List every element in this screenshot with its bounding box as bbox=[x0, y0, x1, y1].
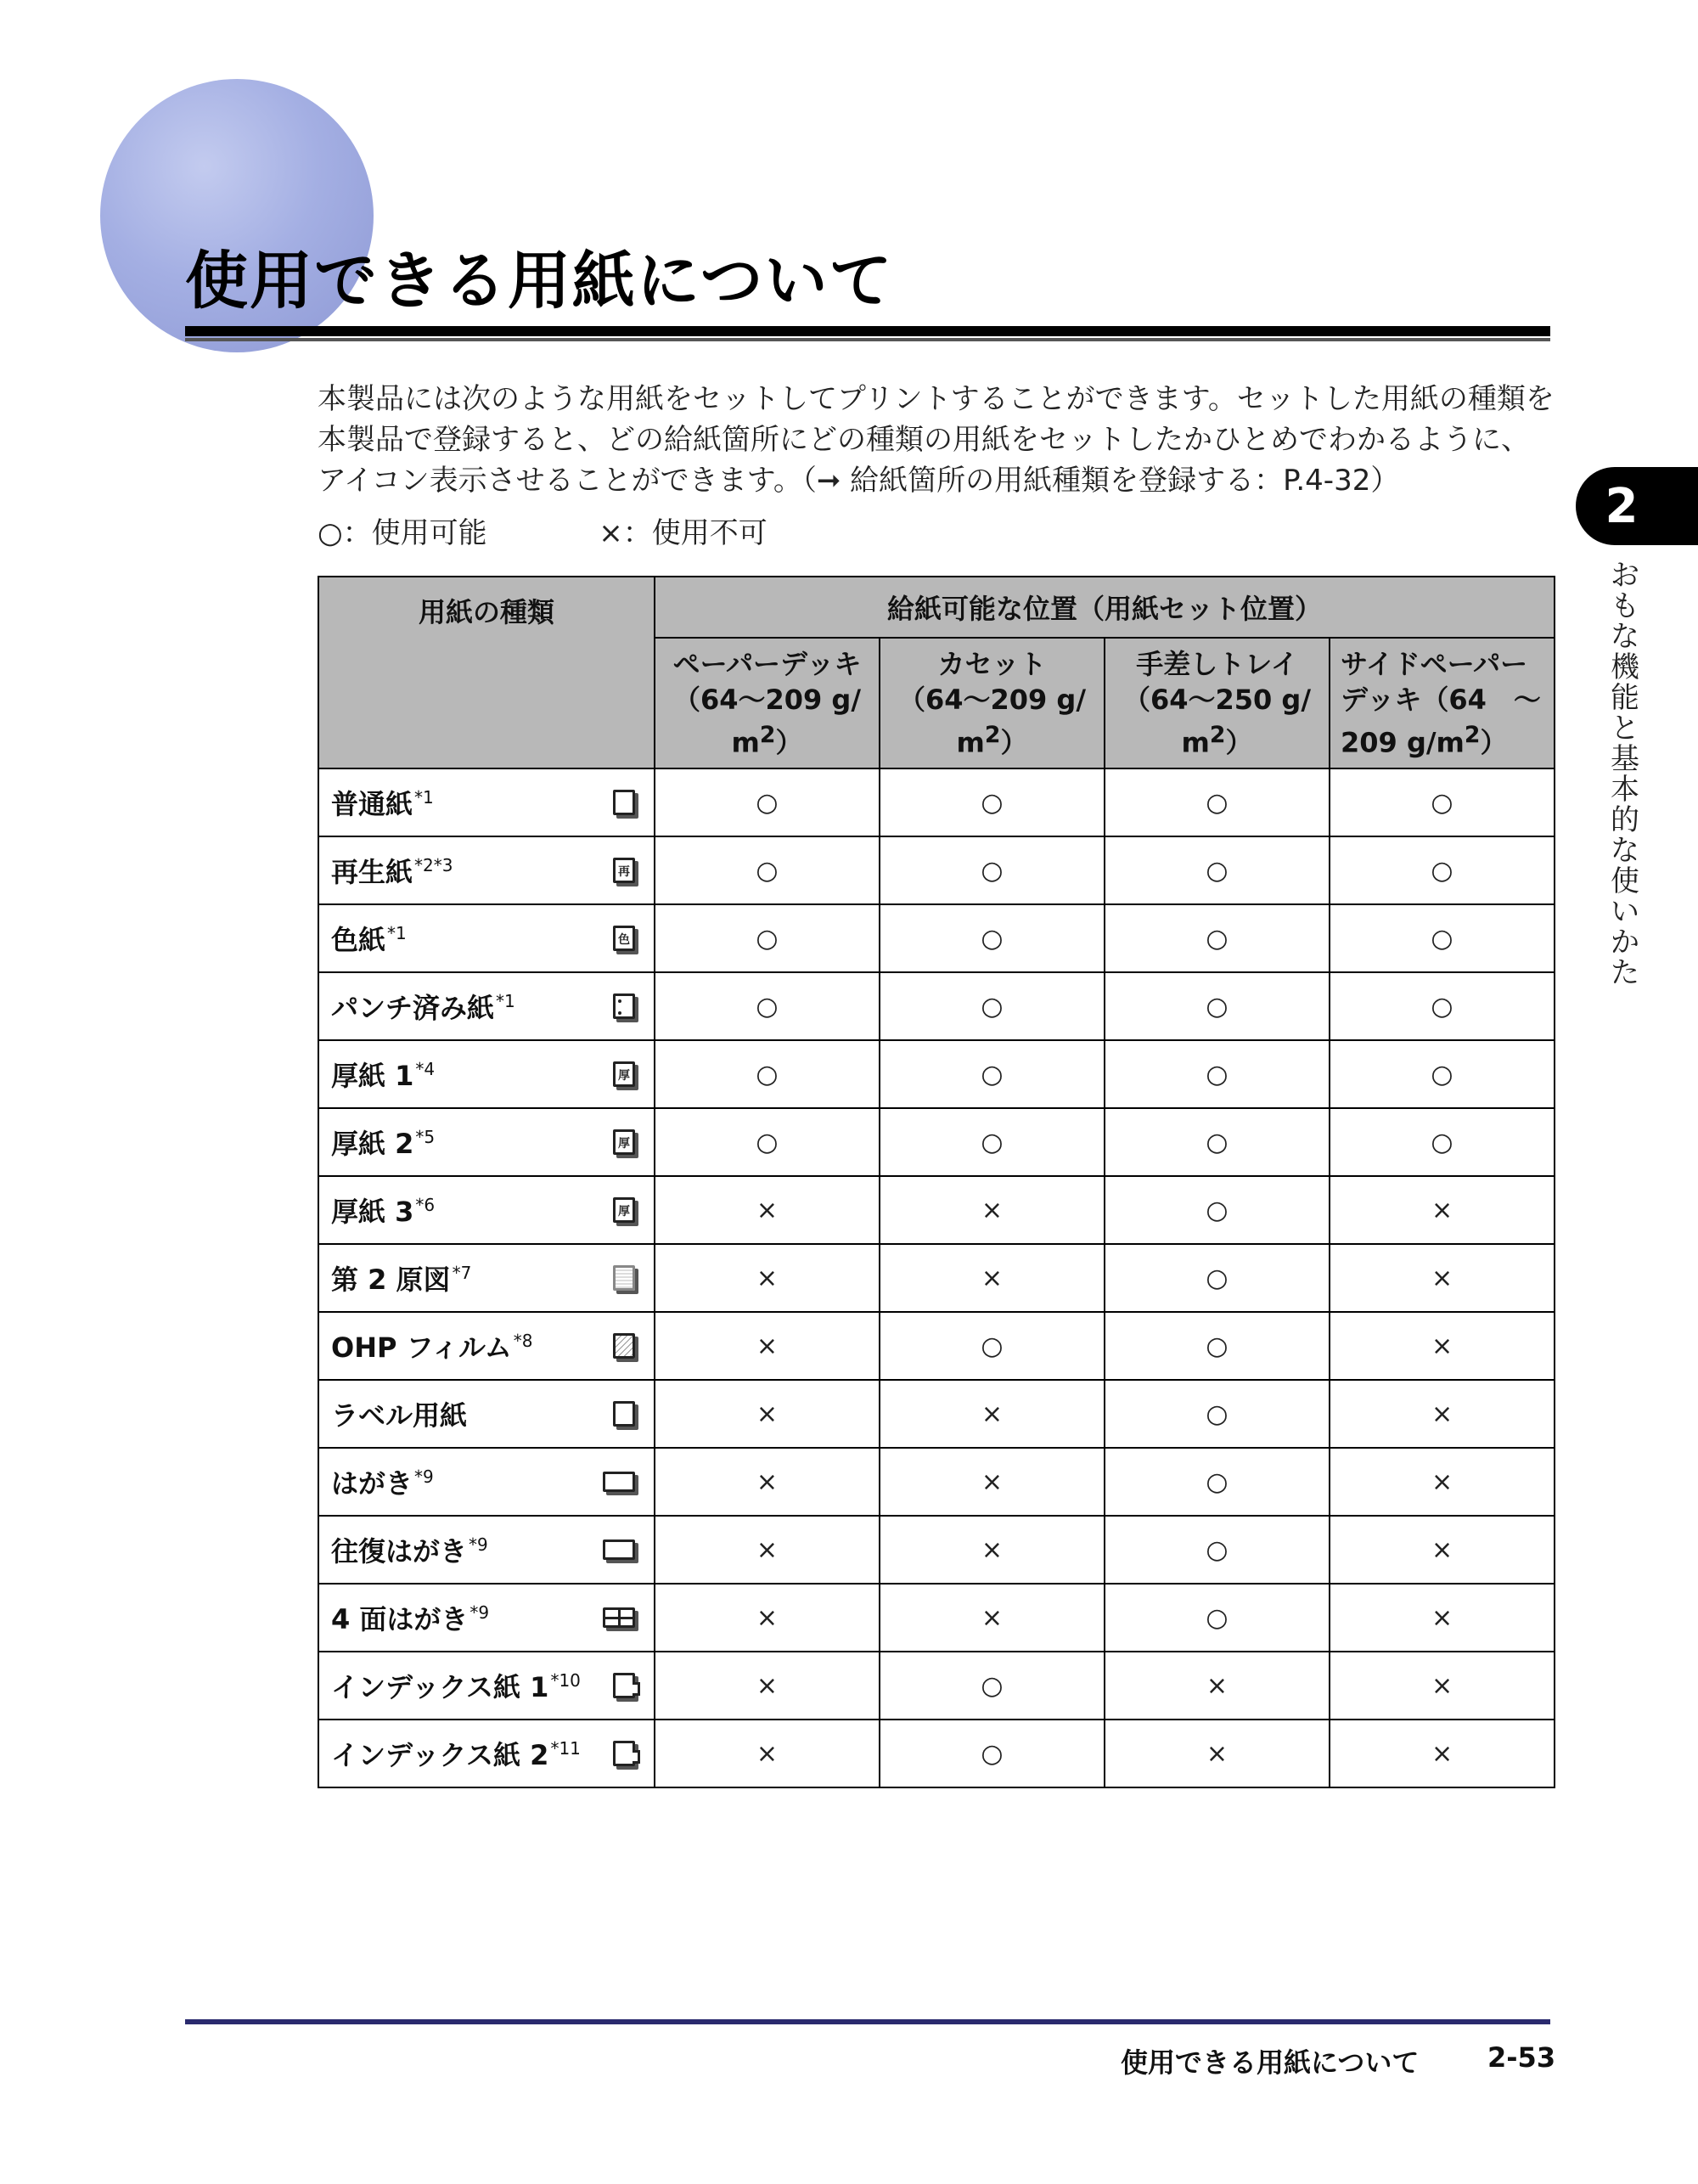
punched-paper-icon bbox=[613, 993, 635, 1019]
table-body bbox=[318, 768, 1555, 1787]
availability-mark: × bbox=[880, 1448, 1105, 1516]
availability-mark: ○ bbox=[1105, 1516, 1330, 1584]
availability-mark: × bbox=[1330, 1448, 1555, 1516]
four-postcard-icon bbox=[603, 1607, 635, 1628]
footer-title: 使用できる用紙について bbox=[1121, 2046, 1420, 2079]
footnote-ref: *1 bbox=[414, 787, 434, 808]
chapter-side-title: おもな機能と基本的な使いかた bbox=[1611, 559, 1639, 990]
availability-mark: × bbox=[1330, 1652, 1555, 1720]
header-paper-type: 用紙の種類 bbox=[318, 577, 655, 768]
availability-mark: × bbox=[880, 1176, 1105, 1244]
table-row bbox=[318, 1176, 1555, 1244]
paper-name: インデックス紙 2 $^{*11}$ bbox=[331, 1738, 581, 1771]
table-row bbox=[318, 1720, 1555, 1787]
availability-mark: ○ bbox=[1105, 1380, 1330, 1448]
availability-mark: ○ bbox=[880, 1652, 1105, 1720]
table-row bbox=[318, 1516, 1555, 1584]
availability-mark: ○ bbox=[655, 768, 880, 836]
availability-mark: × bbox=[655, 1380, 880, 1448]
paper-name: はがき $^{*9}$ bbox=[331, 1466, 434, 1500]
availability-mark: ○ bbox=[1105, 836, 1330, 904]
availability-mark: ○ bbox=[880, 1312, 1105, 1380]
availability-mark: ○ bbox=[880, 1720, 1105, 1787]
paper-name: 厚紙 1 $^{*4}$ bbox=[331, 1059, 436, 1092]
table-row bbox=[318, 904, 1555, 972]
table-row bbox=[318, 1108, 1555, 1176]
availability-mark: × bbox=[655, 1244, 880, 1312]
table-row bbox=[318, 1380, 1555, 1448]
paper-name-cell bbox=[318, 768, 655, 836]
paper-name: OHP フィルム $^{*8}$ bbox=[331, 1331, 533, 1364]
availability-mark: × bbox=[1330, 1312, 1555, 1380]
availability-mark: × bbox=[1105, 1720, 1330, 1787]
footnote-ref: *1 bbox=[387, 923, 407, 943]
table-row bbox=[318, 1244, 1555, 1312]
heavy-paper-icon: 厚 bbox=[613, 1197, 635, 1223]
availability-mark: ○ bbox=[880, 972, 1105, 1040]
title-rule-shadow bbox=[185, 338, 1550, 341]
availability-mark: × bbox=[1105, 1652, 1330, 1720]
legend bbox=[318, 509, 767, 551]
footer-rule bbox=[185, 2019, 1550, 2024]
paper-name: 厚紙 2 $^{*5}$ bbox=[331, 1127, 436, 1160]
availability-mark: × bbox=[1330, 1380, 1555, 1448]
paper-name-cell bbox=[318, 1040, 655, 1108]
availability-mark: ○ bbox=[880, 1040, 1105, 1108]
paper-name-cell bbox=[318, 1312, 655, 1380]
paper-name-cell bbox=[318, 1108, 655, 1176]
availability-mark: ○ bbox=[1330, 836, 1555, 904]
footnote-ref: *11 bbox=[550, 1738, 581, 1759]
footnote-ref: *7 bbox=[452, 1263, 472, 1283]
availability-mark: ○ bbox=[1330, 768, 1555, 836]
footnote-ref: *4 bbox=[415, 1059, 436, 1079]
paper-name-cell bbox=[318, 1176, 655, 1244]
paper-name-cell bbox=[318, 1244, 655, 1312]
footnote-ref: *9 bbox=[414, 1466, 434, 1487]
heavy-paper-icon: 厚 bbox=[613, 1061, 635, 1087]
paper-name: インデックス紙 1 $^{*10}$ bbox=[331, 1670, 581, 1703]
availability-mark: ○ bbox=[1105, 1244, 1330, 1312]
availability-mark: ○ bbox=[655, 1108, 880, 1176]
availability-mark: ○ bbox=[1330, 904, 1555, 972]
paper-name-cell bbox=[318, 972, 655, 1040]
availability-mark: × bbox=[655, 1516, 880, 1584]
availability-mark: ○ bbox=[1105, 1448, 1330, 1516]
paper-name: 4 面はがき $^{*9}$ bbox=[331, 1602, 490, 1635]
availability-mark: × bbox=[1330, 1584, 1555, 1652]
availability-mark: × bbox=[655, 1584, 880, 1652]
paper-name-cell bbox=[318, 1652, 655, 1720]
availability-mark: ○ bbox=[880, 836, 1105, 904]
paper-name: パンチ済み紙 $^{*1}$ bbox=[331, 991, 515, 1024]
plain-paper-icon bbox=[613, 790, 635, 815]
tab-paper-icon bbox=[613, 1741, 635, 1766]
header-feed-position: 給紙可能な位置（用紙セット位置） bbox=[655, 577, 1555, 638]
availability-mark: ○ bbox=[655, 1040, 880, 1108]
table-row bbox=[318, 1312, 1555, 1380]
availability-mark: × bbox=[655, 1312, 880, 1380]
label-paper-icon bbox=[613, 1401, 635, 1427]
availability-mark: ○ bbox=[1105, 1108, 1330, 1176]
availability-mark: ○ bbox=[1330, 1040, 1555, 1108]
availability-mark: ○ bbox=[655, 836, 880, 904]
paper-name: 第 2 原図 $^{*7}$ bbox=[331, 1263, 472, 1296]
legend-unavailable: ×：使用不可 bbox=[599, 516, 767, 550]
column-header: サイドペーパー デッキ（64 ～ 209 $g/m^2$） bbox=[1330, 638, 1555, 768]
availability-mark: × bbox=[1330, 1176, 1555, 1244]
availability-mark: ○ bbox=[655, 972, 880, 1040]
column-header: ペーパーデッキ （64～209 g/ $m^2$） bbox=[655, 638, 880, 768]
availability-mark: × bbox=[880, 1584, 1105, 1652]
table-row bbox=[318, 836, 1555, 904]
availability-mark: × bbox=[655, 1652, 880, 1720]
paper-name: 厚紙 3 $^{*6}$ bbox=[331, 1195, 436, 1228]
table-row bbox=[318, 1584, 1555, 1652]
availability-mark: ○ bbox=[655, 904, 880, 972]
table-row bbox=[318, 1040, 1555, 1108]
chapter-number: 2 bbox=[1605, 478, 1639, 534]
availability-mark: ○ bbox=[1105, 1176, 1330, 1244]
paper-name: ラベル用紙 bbox=[331, 1399, 468, 1432]
availability-mark: × bbox=[880, 1516, 1105, 1584]
paper-name-cell bbox=[318, 1584, 655, 1652]
availability-mark: × bbox=[880, 1380, 1105, 1448]
title-rule bbox=[185, 326, 1550, 336]
paper-name-cell bbox=[318, 1516, 655, 1584]
paper-name: 色紙 $^{*1}$ bbox=[331, 923, 407, 956]
footnote-ref: *1 bbox=[496, 991, 515, 1011]
recycled-paper-icon: 再 bbox=[613, 858, 635, 883]
footnote-ref: *2*3 bbox=[414, 855, 453, 875]
footnote-ref: *10 bbox=[550, 1670, 581, 1691]
tab-paper-icon bbox=[613, 1673, 635, 1698]
footnote-ref: *9 bbox=[469, 1534, 488, 1555]
availability-mark: ○ bbox=[1105, 1312, 1330, 1380]
availability-mark: × bbox=[655, 1176, 880, 1244]
availability-mark: × bbox=[1330, 1516, 1555, 1584]
table-row bbox=[318, 1652, 1555, 1720]
paper-name-cell bbox=[318, 904, 655, 972]
column-header: 手差しトレイ （64～250 g/ $m^2$） bbox=[1105, 638, 1330, 768]
heavy-paper-icon: 厚 bbox=[613, 1129, 635, 1155]
availability-mark: ○ bbox=[1105, 768, 1330, 836]
availability-mark: ○ bbox=[880, 1108, 1105, 1176]
availability-mark: ○ bbox=[880, 768, 1105, 836]
availability-mark: ○ bbox=[1105, 972, 1330, 1040]
color-paper-icon: 色 bbox=[613, 926, 635, 951]
paper-name: 往復はがき $^{*9}$ bbox=[331, 1534, 488, 1568]
availability-mark: ○ bbox=[1105, 1040, 1330, 1108]
footnote-ref: *5 bbox=[415, 1127, 436, 1147]
availability-mark: × bbox=[1330, 1244, 1555, 1312]
availability-mark: ○ bbox=[880, 904, 1105, 972]
availability-mark: ○ bbox=[1105, 1584, 1330, 1652]
paper-name-cell bbox=[318, 1720, 655, 1787]
paper-name-cell bbox=[318, 1380, 655, 1448]
paper-type-table bbox=[318, 576, 1555, 1788]
legend-available: ○：使用可能 bbox=[318, 516, 487, 550]
postcard-icon bbox=[603, 1472, 635, 1492]
availability-mark: ○ bbox=[1330, 972, 1555, 1040]
transparency-icon bbox=[613, 1333, 635, 1359]
availability-mark: × bbox=[880, 1244, 1105, 1312]
availability-mark: × bbox=[1330, 1720, 1555, 1787]
page-title: 使用できる用紙について bbox=[185, 245, 894, 318]
table-row bbox=[318, 972, 1555, 1040]
tracing-paper-icon bbox=[613, 1265, 635, 1291]
reply-postcard-icon bbox=[603, 1539, 635, 1560]
footnote-ref: *9 bbox=[469, 1602, 490, 1623]
paper-name-cell bbox=[318, 836, 655, 904]
page-number: 2-53 bbox=[1487, 2041, 1556, 2074]
footnote-ref: *8 bbox=[513, 1331, 533, 1351]
availability-mark: ○ bbox=[1105, 904, 1330, 972]
footnote-ref: *6 bbox=[415, 1195, 436, 1215]
column-header: カセット （64～209 g/ $m^2$） bbox=[880, 638, 1105, 768]
paper-name: 普通紙 $^{*1}$ bbox=[331, 787, 434, 820]
availability-mark: ○ bbox=[1330, 1108, 1555, 1176]
intro-paragraph: 本製品には次のような用紙をセットしてプリントすることができます。セットした用紙の種類を本製品で登録すると、どの給紙箇所にどの種類の用紙をセットしたかひとめでわかるように、アイコン表示させることができます。（➞ 給紙箇所の用紙種類を登録する：P.4-32） bbox=[318, 382, 1555, 498]
paper-name-cell bbox=[318, 1448, 655, 1516]
paper-name: 再生紙 $^{*2*3}$ bbox=[331, 855, 453, 888]
table-row bbox=[318, 768, 1555, 836]
availability-mark: × bbox=[655, 1448, 880, 1516]
table-row bbox=[318, 1448, 1555, 1516]
chapter-tab bbox=[1576, 467, 1698, 545]
availability-mark: × bbox=[655, 1720, 880, 1787]
